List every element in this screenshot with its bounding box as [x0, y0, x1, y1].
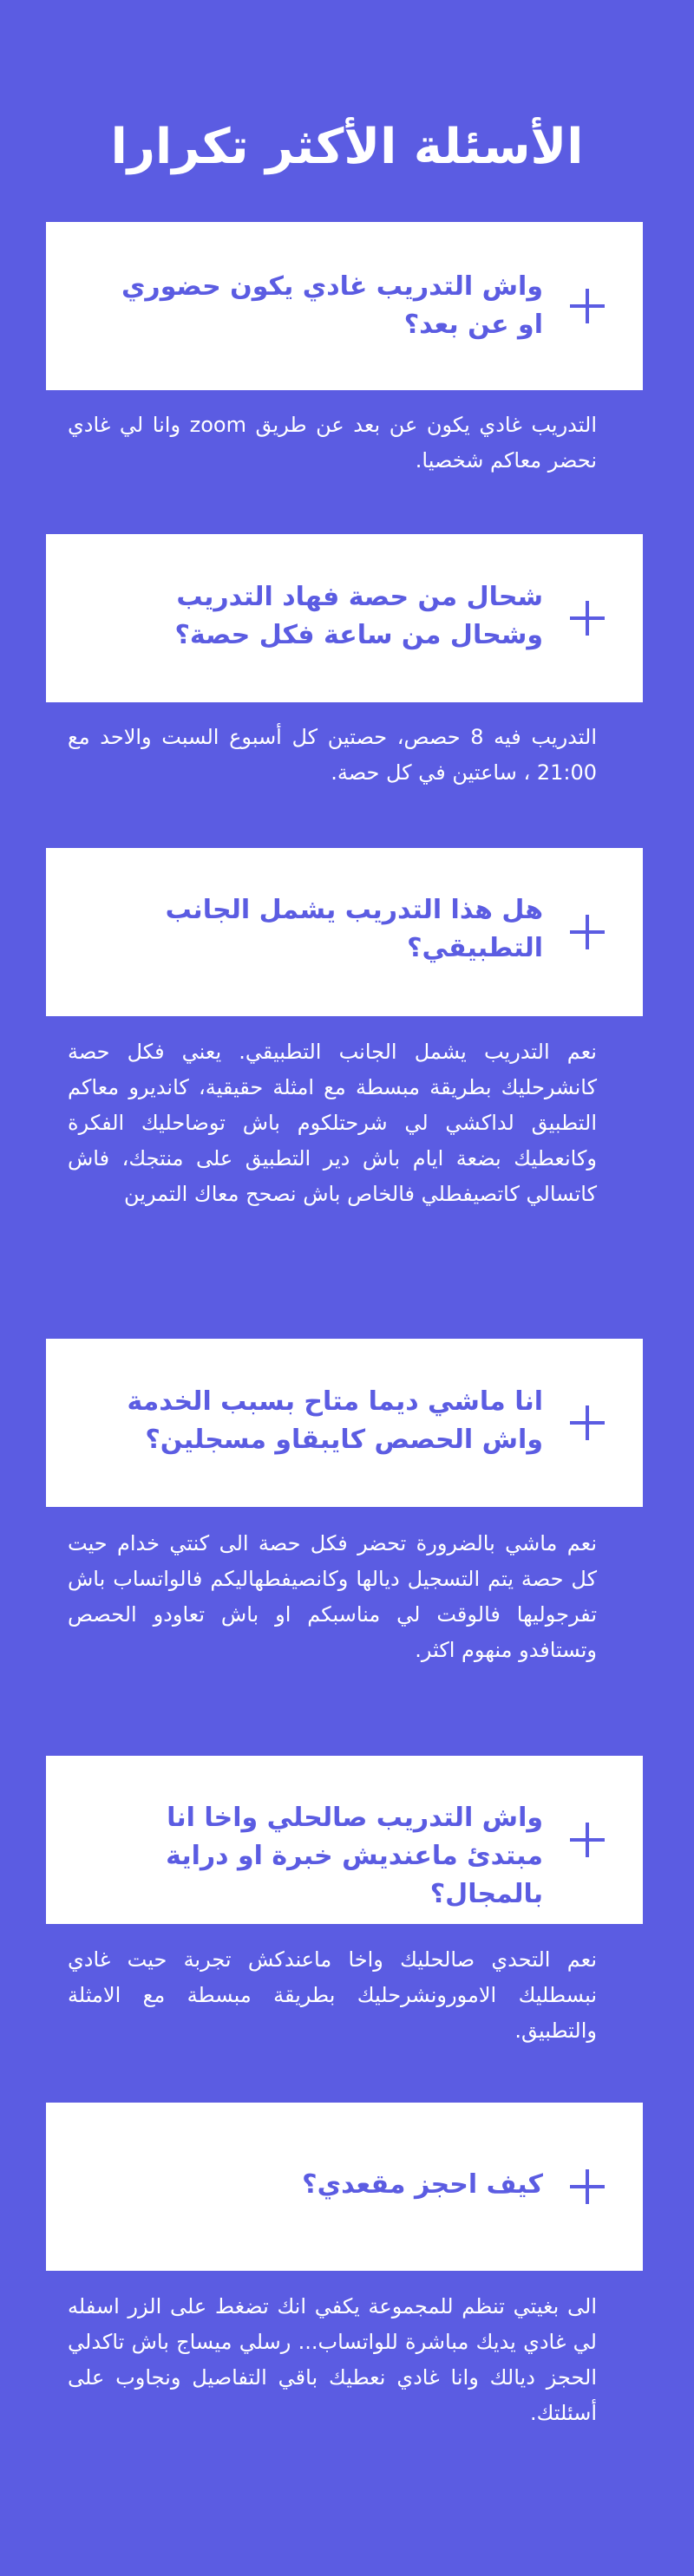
- faq-answer-4: نعم ماشي بالضرورة تحضر فكل حصة الى كنتي خدام حيت كل حصة يتم التسجيل ديالها وكانصيفطهاليكم فالواتساب باش تفرجوليها فالوقت لي مناسبكم او باش تعاودو الحصص وتستافدو منهوم اكثر.: [68, 1531, 597, 1662]
- plus-icon[interactable]: [570, 2169, 605, 2204]
- plus-icon[interactable]: [570, 915, 605, 949]
- faq-question-1[interactable]: [46, 222, 643, 390]
- plus-icon[interactable]: [570, 1823, 605, 1857]
- faq-question-text: واش التدريب غادي يكون حضوري او عن بعد؟: [121, 271, 543, 340]
- faq-question-text: هل هذا التدريب يشمل الجانب التطبيقي؟: [165, 895, 543, 963]
- faq-question-2[interactable]: [46, 534, 643, 702]
- plus-icon[interactable]: [570, 1405, 605, 1440]
- faq-question-text: انا ماشي ديما متاح بسبب الخدمة واش الحصص كايبقاو مسجلين؟: [127, 1386, 543, 1455]
- faq-question-6[interactable]: [46, 2103, 643, 2271]
- faq-question-4[interactable]: [46, 1339, 643, 1507]
- faq-question-text: شحال من حصة فهاد التدريب وشحال من ساعة فكل حصة؟: [174, 582, 543, 650]
- page-title: الأسئلة الأكثر تكرارا: [110, 118, 584, 175]
- faq-answer-2: التدريب فيه 8 حصص، حصتين كل أسبوع السبت والاحد مع 21:00 ، ساعتين في كل حصة.: [68, 725, 597, 785]
- faq-question-text: كيف احجز مقعدي؟: [302, 2169, 543, 2200]
- faq-answer-1: التدريب غادي يكون عن بعد عن طريق zoom وانا لي غادي نحضر معاكم شخصيا.: [68, 413, 597, 473]
- faq-question-3[interactable]: [46, 848, 643, 1016]
- plus-icon[interactable]: [570, 601, 605, 636]
- faq-answer-5: نعم التحدي صالحليك واخا ماعندكش تجربة حيت غادي نبسطليك الامورونشرحليك بطريقة مبسطة مع الامثلة والتطبيق.: [68, 1947, 597, 2043]
- faq-answer-3: نعم التدريب يشمل الجانب التطبيقي. يعني فكل حصة كانشرحليك بطريقة مبسطة مع امثلة حقيقية، كانديرو معاكم التطبيق لداكشي لي شرحتلكوم باش توضاحليك الفكرة وكانعطيك بضعة ايام باش دير التطبيق على منتجك، فاش كاتسالي كاتصيفطلي فالخاص باش نصحح معاك التمرين: [68, 1040, 597, 1206]
- faq-answer-6: الى بغيتي تنظم للمجموعة يكفي انك تضغط على الزر اسفله لي غادي يديك مباشرة للواتساب... رسلي ميساج باش تاكدلي الحجز ديالك وانا غادي نعطيك باقي التفاصيل ونجاوب على أسئلتك.: [68, 2294, 597, 2425]
- plus-icon[interactable]: [570, 289, 605, 323]
- faq-question-5[interactable]: [46, 1756, 643, 1924]
- faq-question-text: واش التدريب صالحلي واخا انا مبتدئ ماعنديش خبرة او دراية بالمجال؟: [166, 1803, 543, 1909]
